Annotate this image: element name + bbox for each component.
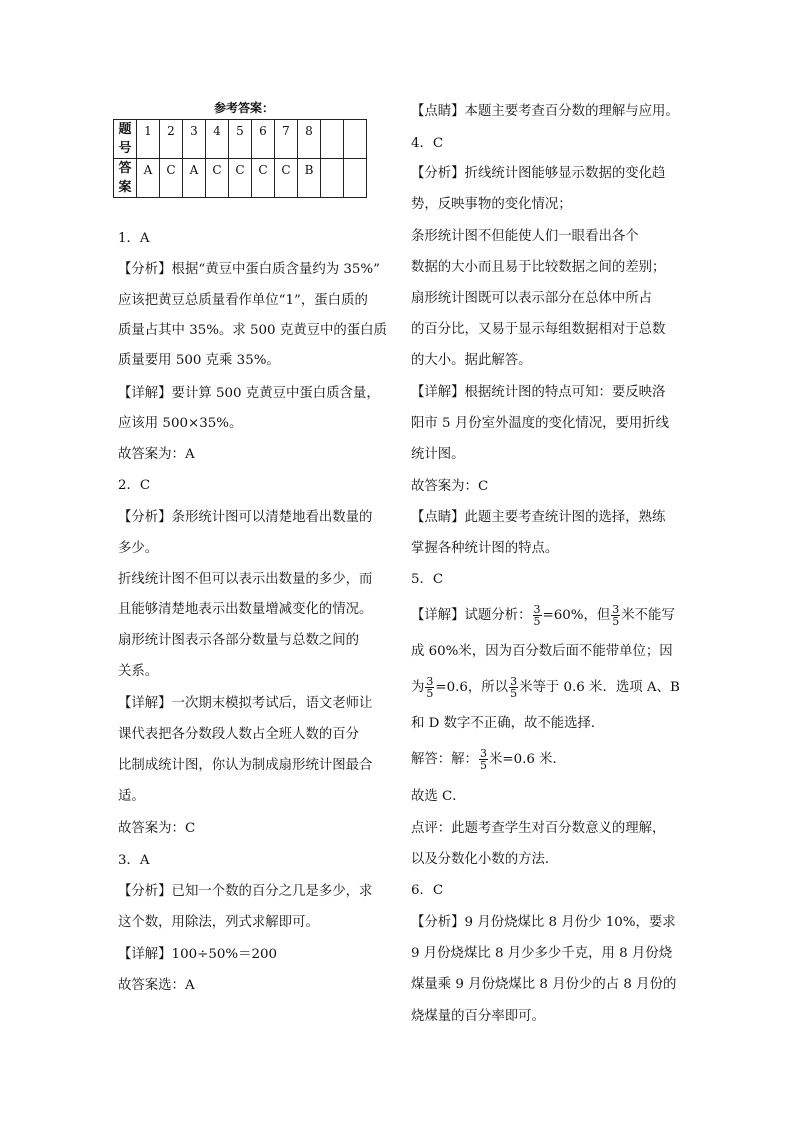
text-line: 统计图。 — [411, 447, 465, 462]
text-line: 故选 C． — [411, 789, 466, 804]
text-line: 故答案选：A — [118, 978, 195, 993]
text-line: 质量要用 500 克乘 35%。 — [118, 353, 280, 368]
text-line: 【详解】要计算 500 克黄豆中蛋白质含量， — [118, 386, 380, 401]
text-segment: =60%，但 — [542, 608, 611, 623]
fraction-denominator: 5 — [533, 615, 541, 628]
text-line: 势，反映事物的变化情况； — [411, 197, 572, 212]
text-line: 这个数，用除法，列式求解即可。 — [118, 915, 319, 930]
text-line: 【分析】已知一个数的百分之几是多少，求 — [118, 884, 373, 899]
text-line: 扇形统计图既可以表示部分在总体中所占 — [411, 291, 653, 306]
text-line: 9 月份烧煤比 8 月少多少千克，用 8 月份烧 — [411, 946, 673, 961]
text-line: 的百分比，又易于显示每组数据相对于总数 — [411, 322, 666, 337]
text-line: 关系。 — [118, 664, 159, 679]
fraction-numerator: 3 — [510, 675, 518, 688]
text-line: 以及分数化小数的方法． — [411, 852, 559, 867]
question-number-cell: 6 — [252, 120, 275, 159]
answer-cell: C — [229, 159, 252, 198]
text-line: 1．A — [118, 231, 150, 246]
fraction — [509, 676, 518, 699]
text-line: 比制成统计图，你认为制成扇形统计图最合 — [118, 758, 373, 773]
text-line: 成 60%米，因为百分数后面不能带单位；因 — [411, 644, 673, 659]
answer-cell: C — [275, 159, 298, 198]
fraction-denominator: 5 — [426, 687, 434, 700]
answer-row — [114, 159, 367, 198]
fraction — [611, 604, 620, 627]
question-number-cell: 4 — [206, 120, 229, 159]
text-line: 【点睛】本题主要考查百分数的理解与应用。 — [411, 104, 679, 119]
text-line: 故答案为：C — [118, 821, 196, 836]
text-line: 【详解】100÷50%＝200 — [118, 947, 278, 962]
text-segment: 米不能写 — [621, 608, 675, 623]
fraction — [479, 748, 488, 771]
text-line: 掌握各种统计图的特点。 — [411, 541, 559, 556]
text-line: 阳市 5 月份室外温度的变化情况，要用折线 — [411, 416, 670, 431]
q5-detail-line — [411, 604, 675, 627]
text-segment: 米=0.6 米． — [488, 752, 566, 767]
answer-cell — [344, 159, 367, 198]
fraction — [425, 676, 434, 699]
text-line: 数据的大小而且易于比较数据之间的差别； — [411, 260, 666, 275]
answer-cell: A — [137, 159, 160, 198]
text-line: 应该用 500×35%。 — [118, 416, 243, 431]
question-number-cell: 1 — [137, 120, 160, 159]
fraction-denominator: 5 — [479, 759, 487, 772]
row-label-answer: 答案 — [114, 159, 137, 198]
text-line: 【详解】根据统计图的特点可知：要反映洛 — [411, 385, 666, 400]
answer-cell: C — [252, 159, 275, 198]
question-number-row — [114, 120, 367, 159]
text-line: 故答案为：C — [411, 479, 489, 494]
fraction-denominator: 5 — [612, 615, 620, 628]
text-segment: 解答：解： — [411, 752, 478, 767]
text-line: 【分析】9 月份烧煤比 8 月份少 10%，要求 — [411, 915, 676, 930]
fraction-numerator: 3 — [426, 675, 434, 688]
question-number-cell: 8 — [298, 120, 321, 159]
answer-key-title: 参考答案： — [214, 101, 275, 115]
text-line: 条形统计图不但能使人们一眼看出各个 — [411, 229, 639, 244]
answer-cell: A — [183, 159, 206, 198]
text-line: 5．C — [411, 572, 444, 587]
text-line: 折线统计图不但可以表示出数量的多少，而 — [118, 572, 373, 587]
text-line: 适。 — [118, 789, 145, 804]
text-line: 故答案为：A — [118, 447, 195, 462]
text-line: 应该把黄豆总质量看作单位“1”，蛋白质的 — [118, 293, 368, 308]
answer-table — [113, 119, 367, 198]
text-line: 烧煤量的百分率即可。 — [411, 1009, 545, 1024]
text-line: 2．C — [118, 478, 151, 493]
row-label-question: 题号 — [114, 120, 137, 159]
text-line: 4．C — [411, 136, 444, 151]
text-segment: 为 — [411, 680, 425, 695]
fraction-denominator: 5 — [510, 687, 518, 700]
fraction — [533, 604, 542, 627]
answer-cell: B — [298, 159, 321, 198]
text-line: 6．C — [411, 883, 444, 898]
text-line: 【点睛】此题主要考查统计图的选择，熟练 — [411, 510, 666, 525]
text-line: 且能够清楚地表示出数量增减变化的情况。 — [118, 602, 373, 617]
text-line: 点评：此题考查学生对百分数意义的理解， — [411, 821, 666, 836]
question-number-cell: 3 — [183, 120, 206, 159]
question-number-cell: 7 — [275, 120, 298, 159]
text-line: 课代表把各分数段人数占全班人数的百分 — [118, 727, 360, 742]
text-line: 煤量乘 9 月份烧煤比 8 月份少的占 8 月份的 — [411, 977, 677, 992]
text-line: 3．A — [118, 853, 150, 868]
fraction-numerator: 3 — [533, 603, 541, 616]
text-line: 和 D 数字不正确，故不能选择． — [411, 716, 605, 731]
text-line: 【分析】条形统计图可以清楚地看出数量的 — [118, 510, 373, 525]
text-line: 【分析】折线统计图能够显示数据的变化趋 — [411, 166, 666, 181]
text-line: 扇形统计图表示各部分数量与总数之间的 — [118, 633, 360, 648]
text-line: 【分析】根据“黄豆中蛋白质含量约为 35%” — [118, 262, 380, 277]
answer-cell: C — [160, 159, 183, 198]
text-line: 多少。 — [118, 541, 159, 556]
question-number-cell — [321, 120, 344, 159]
question-number-cell — [344, 120, 367, 159]
fraction-numerator: 3 — [479, 747, 487, 760]
answer-cell — [321, 159, 344, 198]
text-line: 【详解】一次期末模拟考试后，语文老师让 — [118, 696, 373, 711]
text-line: 质量占其中 35%。求 500 克黄豆中的蛋白质 — [118, 323, 387, 338]
q5-detail-line — [411, 676, 680, 699]
text-line: 的大小。据此解答。 — [411, 353, 532, 368]
fraction-numerator: 3 — [612, 603, 620, 616]
answer-cell: C — [206, 159, 229, 198]
question-number-cell: 5 — [229, 120, 252, 159]
question-number-cell: 2 — [160, 120, 183, 159]
q5-answer-line — [411, 748, 566, 771]
text-segment: =0.6，所以 — [435, 680, 509, 695]
text-segment: 【详解】试题分析： — [411, 608, 532, 623]
text-segment: 米等于 0.6 米．选项 A、B — [519, 680, 680, 695]
